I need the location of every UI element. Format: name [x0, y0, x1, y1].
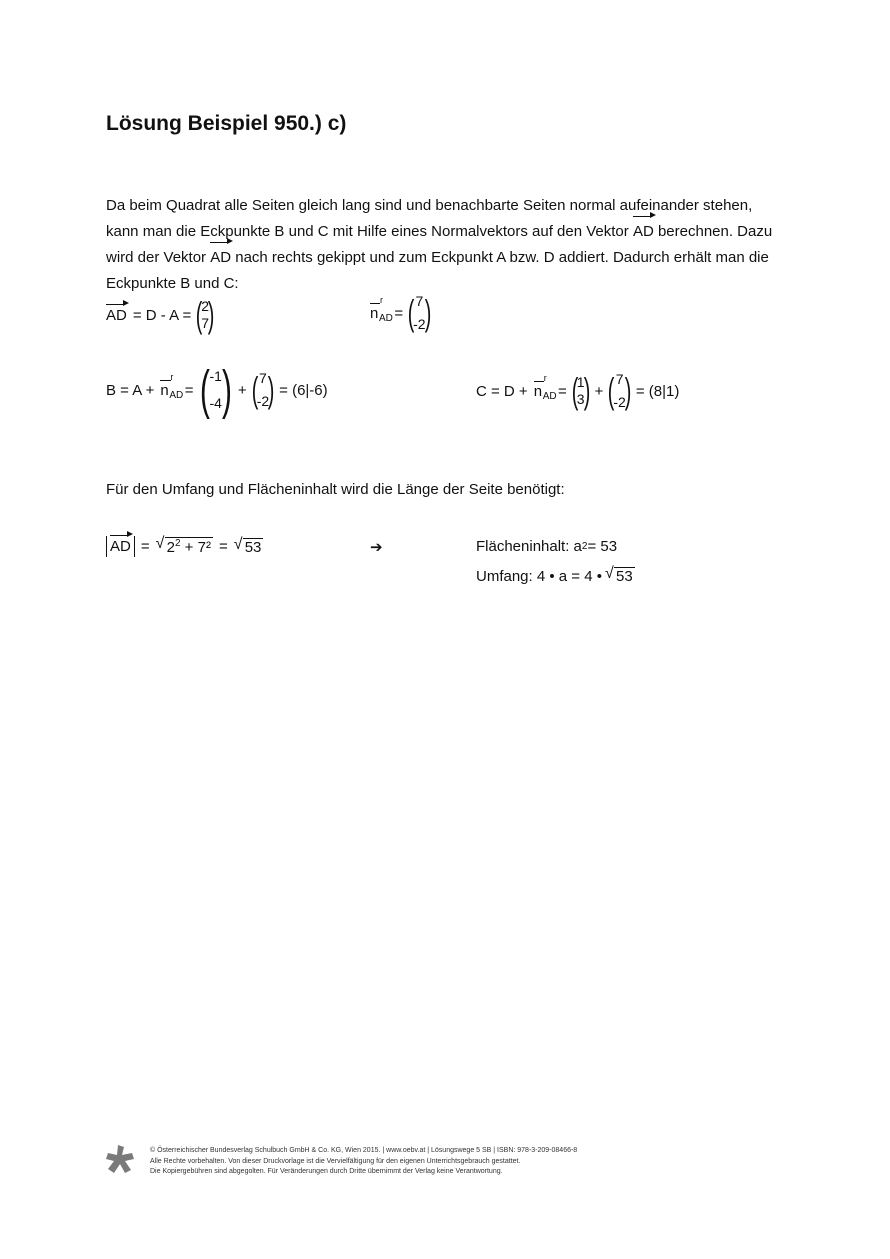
normal-vector-sub: AD	[169, 389, 184, 401]
vector-y: -2	[413, 316, 426, 332]
perimeter-label: Umfang: 4 • a = 4 •	[476, 567, 602, 585]
footer-line: Alle Rechte vorbehalten. Von dieser Druckvorlage ist die Vervielfältigung für den eigenen Unterrichtsgebrauch gestattet.	[150, 1157, 521, 1165]
right-paren: )	[424, 292, 431, 333]
vector-y: 7	[201, 315, 210, 331]
equation-lhs: B = A +	[106, 381, 155, 399]
area-rest: = 53	[587, 538, 618, 555]
right-paren: )	[583, 370, 590, 411]
vector-y: -2	[613, 394, 626, 410]
equation-ad	[106, 294, 215, 335]
normal-vector-sub: AD	[542, 390, 557, 402]
right-paren: )	[207, 294, 215, 335]
normal-vector-symbol: n	[533, 382, 543, 400]
equals: =	[394, 304, 404, 322]
vector-x: 2	[201, 298, 210, 314]
vector-y: -4	[209, 395, 222, 411]
right-paren: )	[267, 369, 275, 410]
equals: =	[558, 382, 567, 400]
plus: +	[594, 382, 604, 400]
square-root	[605, 567, 635, 585]
normal-vector-symbol: n	[160, 381, 169, 399]
left-paren: (	[608, 370, 615, 411]
plus: +	[237, 381, 247, 399]
radicand-exponent: 2	[174, 538, 181, 549]
root-sign-icon: √	[233, 535, 243, 553]
arrow-right-icon: ➔	[370, 539, 383, 556]
left-paren: (	[571, 370, 579, 411]
root-sign-icon: √	[155, 535, 165, 552]
intro-text-3: nach rechts gekippt und zum Eckpunkt A bzw. D addiert. Dadurch erhält man die Eckpunkte B und C:	[106, 249, 769, 292]
right-paren: )	[624, 370, 632, 411]
normal-vector	[370, 294, 394, 324]
right-paren: )	[221, 360, 232, 420]
publisher-logo-icon	[104, 1143, 136, 1175]
equation-c	[476, 368, 679, 414]
area-exponent: 2	[581, 541, 588, 552]
vector-x: -1	[209, 368, 222, 384]
vector-y: -2	[256, 393, 270, 409]
intro-paragraph	[106, 193, 786, 297]
footer-line: © Österreichischer Bundesverlag Schulbuch GmbH & Co. KG, Wien 2015. | www.oebv.at | Lösungswege 5 SB | ISBN: 978-3-209-08466-8	[150, 1147, 578, 1154]
normal-vector-sup: r	[543, 372, 547, 383]
vector-ad: AD	[106, 306, 127, 324]
vector-x: 7	[415, 293, 424, 309]
equals: =	[184, 381, 194, 399]
column-vector	[413, 290, 425, 336]
left-paren: (	[407, 292, 415, 333]
equals: =	[218, 538, 228, 555]
vector-x: 7	[615, 371, 624, 387]
vector-x: 1	[576, 374, 585, 390]
vector-y: 3	[576, 391, 585, 407]
normal-vector-sub: AD	[379, 312, 393, 324]
left-paren: (	[195, 294, 203, 335]
equation-length	[106, 536, 263, 557]
area-line	[476, 538, 617, 555]
perimeter-line	[476, 567, 635, 585]
square-root	[156, 537, 213, 556]
vector-ad: AD	[633, 219, 654, 245]
magnitude	[106, 536, 135, 557]
normal-vector-sup: r	[380, 294, 383, 305]
normal-vector-symbol: n	[370, 304, 379, 322]
intro-text-2: berechnen. Dazu wird der Vektor	[106, 223, 773, 266]
root-value: 53	[615, 568, 633, 585]
equation-normal-vector	[370, 290, 430, 336]
equation-result: = (8|1)	[635, 382, 680, 400]
area-label: Flächeninhalt: a	[476, 538, 582, 555]
radicand-rest: + 7²	[180, 539, 211, 556]
length-intro: Für den Umfang und Flächeninhalt wird die Länge der Seite benötigt:	[106, 481, 565, 498]
footer-line: Die Kopiergebühren sind abgegolten. Für Veränderungen durch Dritte übernimmt der Verlag keine Verantwortung.	[150, 1168, 503, 1175]
root-value: 53	[244, 538, 262, 556]
page-title: Lösung Beispiel 950.) c)	[106, 112, 347, 135]
root-sign-icon: √	[604, 565, 614, 582]
equation-lhs: C = D +	[476, 382, 528, 400]
normal-vector	[533, 372, 558, 402]
square-root	[233, 535, 264, 556]
footer	[150, 1146, 577, 1178]
equals: =	[140, 538, 150, 555]
column-vector	[209, 363, 221, 417]
intro-text-1: Da beim Quadrat alle Seiten gleich lang sind und benachbarte Seiten normal aufeinander stehen, kann man die Eckpunkte B und C mit Hilfe eines Normalvektors auf den Vektor	[106, 197, 753, 240]
radicand-base: 2	[166, 539, 175, 556]
vector-ad: AD	[110, 538, 131, 555]
vector-ad: AD	[210, 245, 231, 271]
equation-text: = D - A =	[132, 306, 192, 324]
normal-vector-sup: r	[170, 371, 174, 382]
vector-x: 7	[259, 370, 267, 386]
left-paren: (	[199, 360, 210, 420]
normal-vector	[160, 371, 184, 401]
equation-result: = (6|-6)	[279, 381, 328, 399]
left-paren: (	[251, 369, 258, 410]
equation-b	[106, 360, 328, 420]
